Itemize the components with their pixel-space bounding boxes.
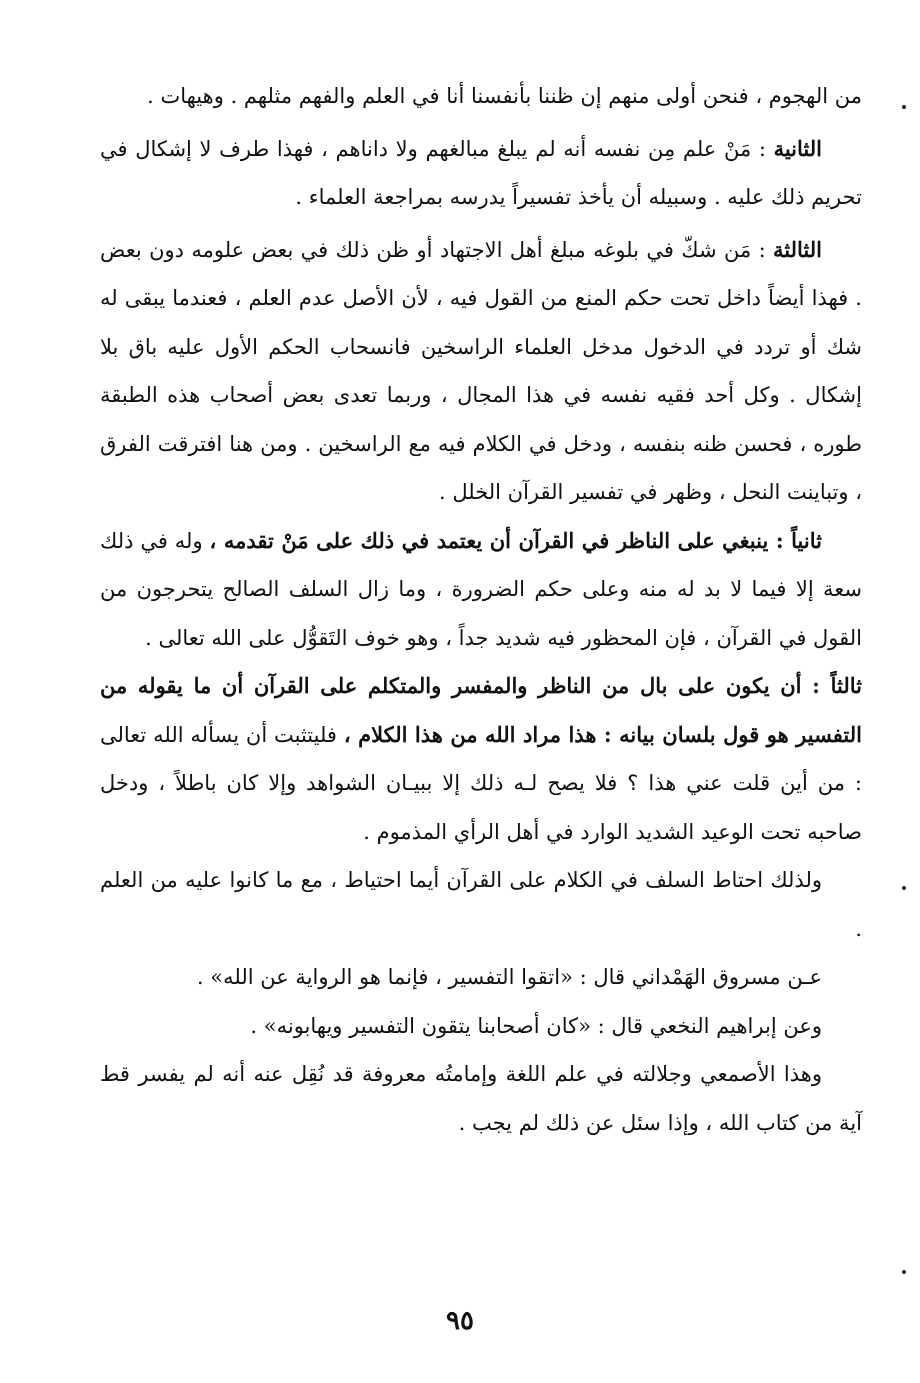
paragraph-5 xyxy=(100,662,862,856)
margin-dot xyxy=(902,105,906,109)
page-body xyxy=(100,72,862,1147)
paragraph-8-text: وعن إبراهيم النخعي قال : «كان أصحابنا يتقون التفسير ويهابونه» . xyxy=(250,1013,822,1038)
paragraph-6 xyxy=(100,856,862,953)
paragraph-9 xyxy=(100,1050,862,1147)
margin-dot xyxy=(902,1270,906,1274)
paragraph-6-text: ولذلك احتاط السلف في الكلام على القرآن أيما احتياط ، مع ما كانوا عليه من العلم . xyxy=(100,868,862,941)
paragraph-3-lead: الثالثة xyxy=(773,236,822,262)
margin-dot xyxy=(902,886,906,890)
paragraph-4 xyxy=(100,517,862,663)
paragraph-2-lead: الثانية xyxy=(773,135,822,161)
paragraph-3-text: : مَن شكّ في بلوغه مبلغ أهل الاجتهاد أو ظن ذلك في بعض علومه دون بعض . فهذا أيضاً داخل تحت حكم المنع من القول فيه ، لأن الأصل عدم العلم ، فعندما يبقى له شك أو تردد في الدخول مدخل العلماء الراسخين فانسحاب الحكم الأول عليه باق بلا إشكال . وكل أحد فقيه نفسه في هذا المجال ، وربما تعدى بعض أصحاب هذه الطبقة طوره ، فحسن ظنه بنفسه ، ودخل في الكلام فيه مع الراسخين . ومن هنا افترقت الفرق ، وتباينت النحل ، وظهر في تفسير القرآن الخلل . xyxy=(100,237,862,504)
paragraph-1-text: من الهجوم ، فنحن أولى منهم إن ظننا بأنفسنا أنا في العلم والفهم مثلهم . وهيهات . xyxy=(147,84,862,108)
page-number: ٩٥ xyxy=(446,1306,474,1336)
paragraph-2-text: : مَنْ علم مِن نفسه أنه لم يبلغ مبالغهم ولا داناهم ، فهذا طرف لا إشكال في تحريم ذلك عليه . وسبيله أن يأخذ تفسيراً يدرسه بمراجعة العلماء . xyxy=(100,136,862,209)
paragraph-1 xyxy=(100,72,862,121)
paragraph-9-text: وهذا الأصمعي وجلالته في علم اللغة وإمامتُه معروفة قد نُقِل عنه أنه لم يفسر قط آية من كتاب الله ، وإذا سئل عن ذلك لم يجب . xyxy=(100,1062,862,1135)
paragraph-4-lead: ثانياً : ينبغي على الناظر في القرآن أن يعتمد في ذلك على مَنْ تقدمه ، xyxy=(209,527,822,553)
paragraph-3 xyxy=(100,226,862,517)
paragraph-7 xyxy=(100,953,862,1002)
paragraph-2 xyxy=(100,125,862,222)
paragraph-5-text: فليتثبت أن يسأله الله تعالى : من أين قلت عني هذا ؟ فلا يصح لـه ذلك إلا ببيـان الشواهد وإلا كان باطلاً ، ودخل صاحبه تحت الوعيد الشديد الوارد في أهل الرأي المذموم . xyxy=(100,722,862,844)
paragraph-5-lead: ثالثاً : أن يكون على بال من الناظر والمفسر والمتكلم على القرآن أن ما يقوله من التفسير هو قول بلسان بيانه : هذا مراد الله من هذا الكلام ، xyxy=(100,673,863,747)
paragraph-8 xyxy=(100,1002,862,1051)
paragraph-4-text: وله في ذلك سعة إلا فيما لا بد له منه وعلى حكم الضرورة ، وما زال السلف الصالح يتحرجون من القول في القرآن ، فإن المحظور فيه شديد جداً ، وهو خوف التَقوُّل على الله تعالى . xyxy=(100,528,862,650)
paragraph-7-text: عـن مسروق الهَمْداني قال : «اتقوا التفسير ، فإنما هو الرواية عن الله» . xyxy=(196,965,822,989)
